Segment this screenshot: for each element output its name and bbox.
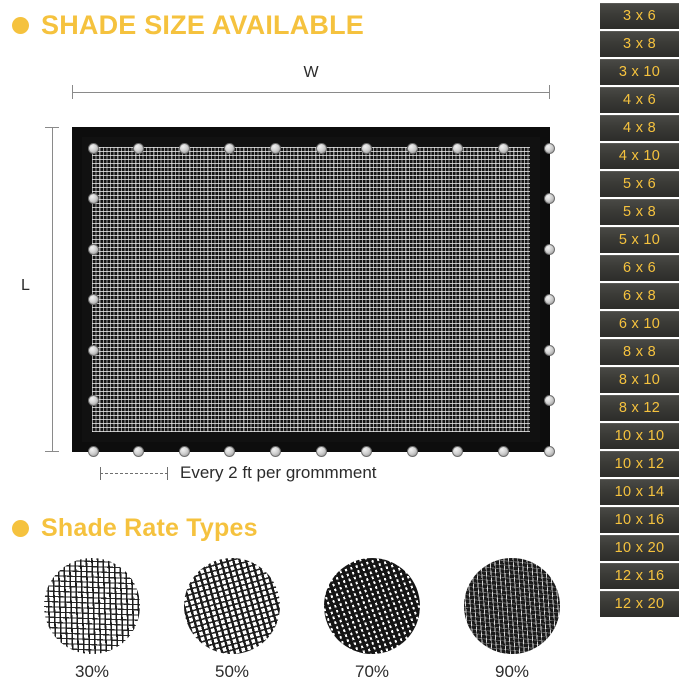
grommet xyxy=(224,143,235,154)
grommet xyxy=(88,345,99,356)
size-chip[interactable]: 5 x 6 xyxy=(600,171,679,197)
grommet xyxy=(407,446,418,457)
grommet xyxy=(270,446,281,457)
grommet-spacing-bracket xyxy=(100,467,168,480)
grommet xyxy=(544,244,555,255)
grommet xyxy=(316,143,327,154)
size-chip[interactable]: 12 x 16 xyxy=(600,563,679,589)
shade-size-heading-text: SHADE SIZE AVAILABLE xyxy=(41,10,365,40)
shade-size-heading xyxy=(12,10,364,41)
size-chip[interactable]: 3 x 10 xyxy=(600,59,679,85)
shade-rate-label: 70% xyxy=(354,662,390,681)
shade-cloth-diagram xyxy=(0,55,600,495)
shade-rate-label: 50% xyxy=(214,662,250,681)
size-chip[interactable]: 6 x 6 xyxy=(600,255,679,281)
width-dimension-rule xyxy=(72,92,550,93)
grommet xyxy=(316,446,327,457)
shade-rate-swatch xyxy=(464,558,560,654)
shade-rate-swatch xyxy=(44,558,140,654)
grommet xyxy=(498,446,509,457)
length-tick-bottom xyxy=(45,451,59,452)
size-chip[interactable]: 8 x 12 xyxy=(600,395,679,421)
grommet xyxy=(133,446,144,457)
size-chip[interactable]: 10 x 10 xyxy=(600,423,679,449)
size-chip[interactable]: 5 x 10 xyxy=(600,227,679,253)
shade-rate-label: 30% xyxy=(74,662,110,681)
size-chip[interactable]: 8 x 8 xyxy=(600,339,679,365)
size-list xyxy=(600,0,679,698)
shade-rate-swatch xyxy=(324,558,420,654)
size-chip[interactable]: 8 x 10 xyxy=(600,367,679,393)
grommet xyxy=(179,446,190,457)
size-chip[interactable]: 4 x 6 xyxy=(600,87,679,113)
shade-rate-heading xyxy=(12,514,258,543)
grommet xyxy=(452,446,463,457)
grommet xyxy=(544,193,555,204)
bullet-dot-icon xyxy=(12,520,29,537)
grommet xyxy=(88,446,99,457)
grommet xyxy=(88,193,99,204)
length-dimension-line xyxy=(21,127,59,452)
grommet-span-cap-left xyxy=(100,467,101,480)
size-chip[interactable]: 4 x 8 xyxy=(600,115,679,141)
size-chip[interactable]: 12 x 20 xyxy=(600,591,679,617)
shade-rate-heading-text: Shade Rate Types xyxy=(41,514,258,542)
grommet xyxy=(88,294,99,305)
length-dimension-rule xyxy=(52,127,53,452)
size-chip[interactable]: 3 x 8 xyxy=(600,31,679,57)
grommet-span-cap-right xyxy=(167,467,168,480)
width-tick-right xyxy=(549,85,550,99)
size-chip[interactable]: 10 x 16 xyxy=(600,507,679,533)
grommet xyxy=(361,446,372,457)
grommet-span-line xyxy=(100,473,168,474)
grommet xyxy=(361,143,372,154)
grommet xyxy=(498,143,509,154)
shade-rate-item xyxy=(22,558,162,693)
grommet-spacing-note xyxy=(100,463,377,483)
size-chip[interactable]: 5 x 8 xyxy=(600,199,679,225)
grommet-note-text: Every 2 ft per grommment xyxy=(180,463,377,482)
width-dimension-line xyxy=(72,64,550,99)
shade-rate-list xyxy=(22,558,582,693)
size-chip[interactable]: 10 x 14 xyxy=(600,479,679,505)
shade-cloth-image xyxy=(72,127,550,452)
mesh-fabric-texture xyxy=(92,147,530,432)
size-chip[interactable]: 6 x 8 xyxy=(600,283,679,309)
grommet xyxy=(133,143,144,154)
size-chip[interactable]: 6 x 10 xyxy=(600,311,679,337)
grommet xyxy=(179,143,190,154)
grommet xyxy=(270,143,281,154)
grommet xyxy=(224,446,235,457)
shade-rate-label: 90% xyxy=(494,662,530,681)
grommet xyxy=(544,446,555,457)
shade-rate-item xyxy=(302,558,442,693)
bullet-dot-icon xyxy=(12,17,29,34)
size-chip[interactable]: 4 x 10 xyxy=(600,143,679,169)
grommet xyxy=(407,143,418,154)
grommet xyxy=(88,143,99,154)
grommet xyxy=(88,244,99,255)
length-label: L xyxy=(21,277,30,294)
width-label: W xyxy=(303,64,319,81)
grommet xyxy=(544,143,555,154)
grommet xyxy=(544,294,555,305)
shade-rate-item xyxy=(162,558,302,693)
grommet xyxy=(544,345,555,356)
shade-rate-item xyxy=(442,558,582,693)
width-tick-left xyxy=(72,85,73,99)
size-chip[interactable]: 10 x 20 xyxy=(600,535,679,561)
grommet xyxy=(452,143,463,154)
grommet xyxy=(544,395,555,406)
size-chip[interactable]: 10 x 12 xyxy=(600,451,679,477)
grommet xyxy=(88,395,99,406)
size-chip[interactable]: 3 x 6 xyxy=(600,3,679,29)
length-tick-top xyxy=(45,127,59,128)
shade-rate-swatch xyxy=(184,558,280,654)
